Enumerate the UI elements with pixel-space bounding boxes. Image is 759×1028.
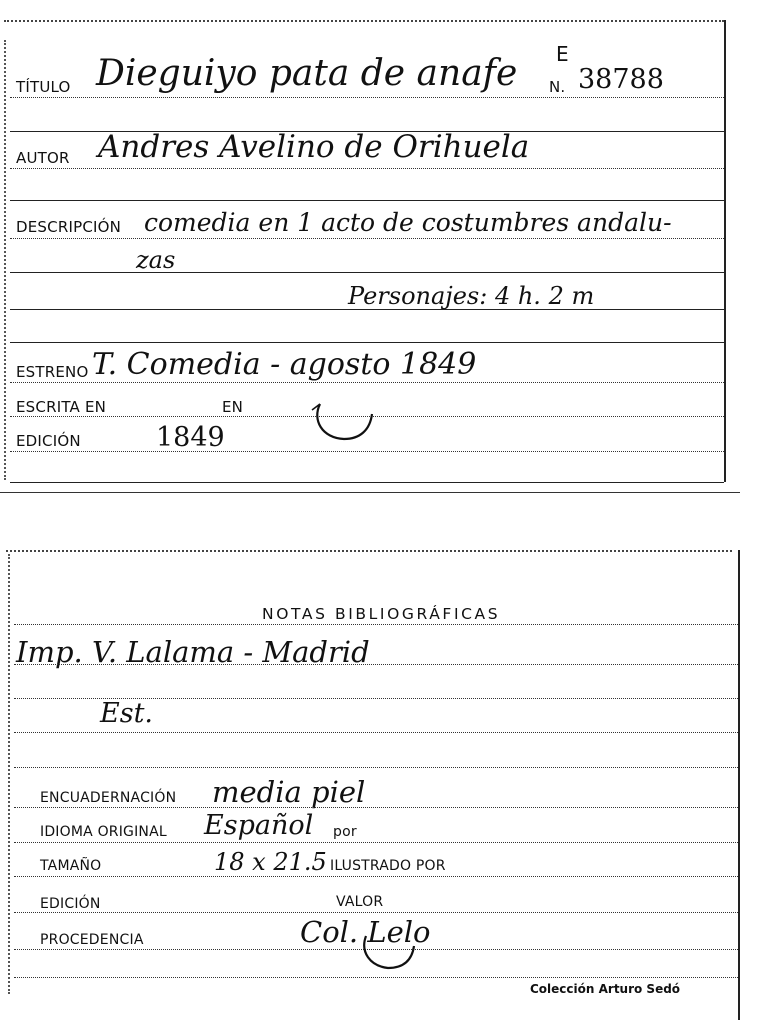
back-rule-bottom <box>14 977 738 978</box>
descripcion-value-line3: Personajes: 4 h. 2 m <box>348 282 595 310</box>
numero-label: N. <box>549 78 566 96</box>
back-rule-3 <box>14 698 738 699</box>
back-right-border <box>738 550 740 1020</box>
edicion-back-rule <box>14 912 738 913</box>
back-rule-1 <box>14 624 738 625</box>
encuadernacion-value: media piel <box>212 775 366 809</box>
descripcion-label: DESCRIPCIÓN <box>16 218 122 236</box>
collection-footer: Colección Arturo Sedó <box>530 982 681 996</box>
en-label: EN <box>222 398 244 416</box>
idioma-original-value: Español <box>204 810 314 841</box>
descripcion-rule <box>10 238 724 239</box>
card-left-border <box>4 40 6 480</box>
estreno-label: ESTRENO <box>16 363 89 381</box>
estreno-value: T. Comedia - agosto 1849 <box>92 347 477 382</box>
card-right-border <box>724 20 726 482</box>
escrita-en-label: ESCRITA EN <box>16 398 107 416</box>
rule-7 <box>10 309 724 310</box>
catalog-card-back <box>0 540 759 1028</box>
rule-4 <box>10 200 724 201</box>
back-top-border <box>6 550 732 552</box>
autor-value: Andres Avelino de Orihuela <box>98 129 530 165</box>
idioma-rule <box>14 842 738 843</box>
idioma-original-label: IDIOMA ORIGINAL <box>40 824 167 840</box>
note-line-2: Est. <box>100 698 153 729</box>
descripcion-value-line1: comedia en 1 acto de costumbres andalu- <box>144 208 672 237</box>
edicion-label: EDICIÓN <box>16 432 81 450</box>
tamano-rule <box>14 876 738 877</box>
valor-label: VALOR <box>336 894 384 910</box>
tamano-value: 18 x 21.5 <box>214 848 327 876</box>
rule-bottom <box>10 482 724 483</box>
estreno-rule <box>10 382 724 383</box>
titulo-label: TÍTULO <box>16 78 71 96</box>
encuadernacion-label: ENCUADERNACIÓN <box>40 790 177 806</box>
autor-rule <box>10 168 724 169</box>
por-label: por <box>333 824 357 840</box>
back-edicion-label: EDICIÓN <box>40 896 101 912</box>
back-rule-5 <box>14 767 738 768</box>
encuadernacion-rule <box>14 807 738 808</box>
library-stamp-front <box>306 396 382 446</box>
notas-heading: NOTAS BIBLIOGRÁFICAS <box>262 605 501 623</box>
rule-6 <box>10 272 724 273</box>
rule-8 <box>10 342 724 343</box>
autor-label: AUTOR <box>16 149 70 167</box>
series-letter: E <box>556 42 569 66</box>
tamano-label: TAMAÑO <box>40 858 102 874</box>
catalog-card-front <box>0 0 759 500</box>
note-line-1: Imp. V. Lalama - Madrid <box>16 635 370 669</box>
edicion-value: 1849 <box>156 422 225 453</box>
ilustrado-por-label: ILUSTRADO POR <box>330 858 446 874</box>
titulo-rule <box>10 97 724 98</box>
procedencia-label: PROCEDENCIA <box>40 932 144 948</box>
back-rule-2 <box>14 664 738 665</box>
card-top-border <box>4 20 724 22</box>
edicion-rule <box>10 451 724 452</box>
back-rule-4 <box>14 732 738 733</box>
procedencia-value: Col. Lelo <box>300 915 431 949</box>
library-stamp-back <box>356 928 424 974</box>
card-separator <box>0 492 740 493</box>
titulo-value: Dieguiyo pata de anafe <box>96 53 518 94</box>
descripcion-value-line2: zas <box>136 246 176 274</box>
numero-value: 38788 <box>578 64 664 95</box>
back-left-border <box>8 554 10 994</box>
